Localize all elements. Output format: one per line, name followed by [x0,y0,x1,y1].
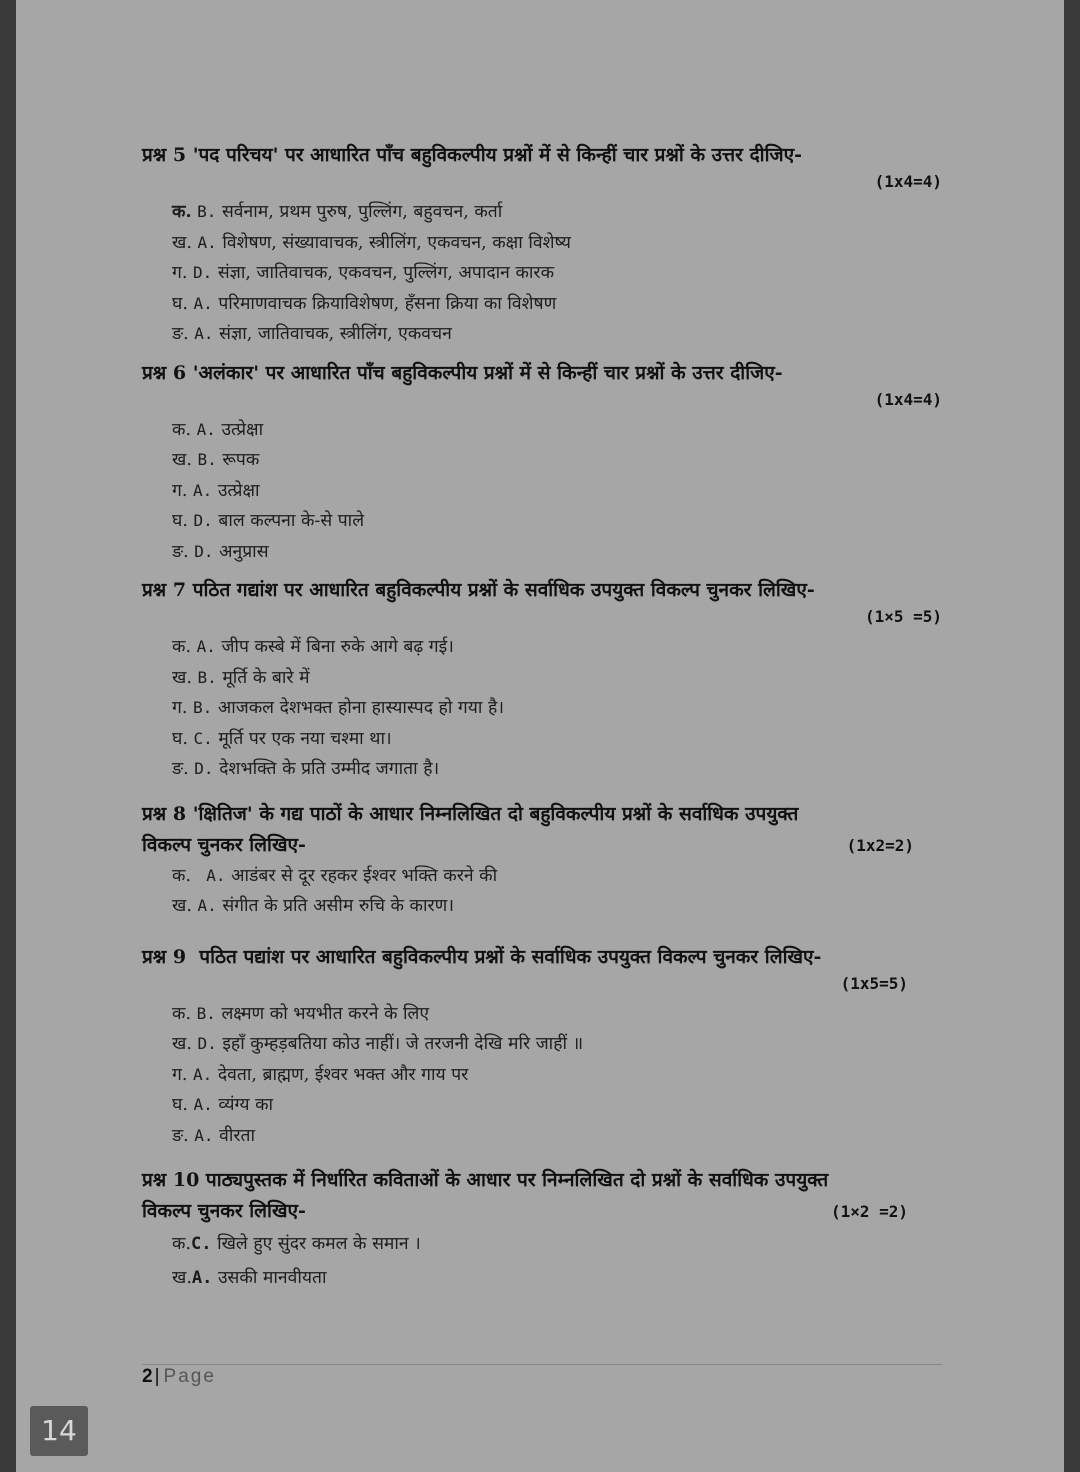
question-marks: (1x4=4) [874,389,942,409]
answer-label: ङ. [172,1125,189,1146]
answer-label: ग. [172,1064,188,1085]
answer-text: आडंबर से दूर रहकर ईश्वर भक्ति करने की [231,865,498,886]
answer-label: ङ. [172,324,189,344]
question-8 [142,799,942,922]
answer-label: क. [172,865,192,886]
answer-item [172,445,942,476]
answer-list [172,861,942,922]
answer-text: मूर्ति पर एक नया चश्मा था। [218,728,392,749]
answer-key: B. [197,450,217,469]
answer-text: संज्ञा, जातिवाचक, स्त्रीलिंग, एकवचन [219,324,452,344]
question-7 [142,575,942,785]
question-heading: प्रश्न 5 'पद परिचय' पर आधारित पाँच बहुविकल्पीय प्रश्नों में से किन्हीं चार प्रश्नों के उत्तर दीजिए- [142,144,802,166]
answer-label: ख. [172,1268,192,1288]
answer-label: घ. [172,511,188,531]
answer-label: क. [172,637,192,657]
answer-item [172,476,942,507]
answer-key: A. [191,1268,213,1288]
answer-key: A. [197,232,217,252]
answer-key: A. [196,637,216,656]
question-heading-line-2 [142,830,914,861]
answer-key: A. [194,1125,214,1145]
answer-text: रूपक [222,450,260,470]
footer-separator: | [154,1366,160,1387]
question-marks: (1×5 =5) [864,607,942,626]
answer-key: A. [193,1064,213,1084]
answer-label: ग. [172,263,188,283]
answer-list [172,415,942,568]
question-marks: (1×2 =2) [830,1202,908,1221]
footer-divider [142,1364,942,1365]
answer-label: ग. [172,480,188,501]
answer-text: देशभक्ति के प्रति उम्मीद जगाता है। [219,759,440,779]
question-heading-line-1: प्रश्न 8 'क्षितिज' के गद्य पाठों के आधार निम्नलिखित दो बहुविकल्पीय प्रश्नों के सर्वाधिक उपयुक्त [142,802,799,825]
answer-text: लक्ष्मण को भयभीत करने के लिए [221,1003,430,1024]
answer-item [172,415,942,446]
answer-item [172,319,942,350]
answer-key: B. [196,1003,216,1023]
footer-page-number: 2 [142,1366,153,1387]
page-footer [142,1366,216,1388]
question-marks: (1x5=5) [840,973,908,993]
answer-text: परिमाणवाचक क्रियाविशेषण, हँसना क्रिया का विशेषण [218,293,557,314]
answer-list [172,1227,942,1295]
question-heading-text: विकल्प चुनकर लिखिए- [142,833,306,856]
answer-label: ख. [172,450,192,470]
answer-key: A. [193,1095,213,1114]
answer-list [172,632,942,785]
answer-text: वीरता [219,1125,256,1146]
answer-key: D. [194,759,214,778]
answer-text: अनुप्रास [219,541,269,562]
answer-item [172,891,942,922]
answer-label: ग. [172,698,188,718]
answer-text: व्यंग्य का [218,1095,274,1115]
answer-item [172,258,942,289]
question-6 [142,358,942,568]
answer-label: घ. [172,293,188,314]
answer-label: क. [172,1003,192,1024]
answer-list [172,999,942,1152]
answer-text: आजकल देशभक्त होना हास्यास्पद हो गया है। [217,698,504,718]
page-indicator-badge: 14 [30,1406,88,1456]
answer-label: घ. [172,1095,188,1115]
answer-text: मूर्ति के बारे में [222,667,310,688]
answer-label: ङ. [172,541,189,562]
answer-item [172,1121,942,1152]
answer-item [172,999,942,1030]
question-heading: प्रश्न 9 पठित पद्यांश पर आधारित बहुविकल्पीय प्रश्नों के सर्वाधिक उपयुक्त विकल्प चुनकर लिखिए- [142,945,822,968]
answer-text: जीप कस्बे में बिना रुके आगे बढ़ गई। [221,637,454,657]
answer-key: C. [191,1234,212,1254]
answer-key: B. [197,202,217,221]
answer-text: सर्वनाम, प्रथम पुरुष, पुल्लिंग, बहुवचन, कर्ता [221,202,503,222]
question-heading: प्रश्न 7 पठित गद्यांश पर आधारित बहुविकल्पीय प्रश्नों के सर्वाधिक उपयुक्त विकल्प चुनकर लिखिए- [142,579,815,601]
answer-key: A. [196,865,226,885]
answer-item [172,632,942,663]
answer-item [172,1029,942,1060]
answer-text: विशेषण, संख्यावाचक, स्त्रीलिंग, एकवचन, कक्षा विशेष्य [222,232,571,253]
answer-label: क. [172,419,192,440]
question-5 [142,140,942,350]
question-heading-line-2 [142,1196,908,1227]
answer-item [172,537,942,568]
answer-item [172,289,942,320]
answer-text: संज्ञा, जातिवाचक, एकवचन, पुल्लिंग, अपादान कारक [217,263,555,283]
answer-text: उत्प्रेक्षा [217,480,260,501]
answer-key: A. [197,896,217,915]
answer-label: ख. [172,232,192,253]
answer-key: D. [194,541,214,561]
answer-key: D. [197,1034,217,1053]
answer-label: ख. [172,896,192,916]
answer-label: ङ. [172,759,189,779]
answer-key: D. [193,263,213,282]
answer-item [172,663,942,694]
answer-item [172,1060,942,1091]
answer-item [172,1261,942,1295]
answer-item [172,724,942,755]
answer-item [172,1227,942,1261]
answer-label: ख. [172,667,192,688]
question-marks: (1x2=2) [846,835,914,855]
answer-text: देवता, ब्राह्मण, ईश्वर भक्त और गाय पर [217,1064,469,1085]
footer-page-word: Page [163,1366,216,1387]
answer-key: B. [197,667,217,687]
question-marks: (1x4=4) [874,172,942,191]
answer-list [172,197,942,350]
answer-item [172,197,942,228]
question-heading: प्रश्न 6 'अलंकार' पर आधारित पाँच बहुविकल्पीय प्रश्नों में से किन्हीं चार प्रश्नों के उत्तर दीजिए- [142,361,783,384]
question-heading-text: विकल्प चुनकर लिखिए- [142,1200,306,1222]
answer-item [172,1090,942,1121]
answer-key: B. [193,698,213,717]
question-10 [142,1165,942,1295]
answer-text: बाल कल्पना के-से पाले [218,511,365,531]
answer-text: खिले हुए सुंदर कमल के समान । [217,1234,421,1254]
answer-item [172,861,942,892]
answer-key: A. [194,324,214,343]
answer-text: उसकी मानवीयता [217,1268,327,1288]
question-heading-line-1: प्रश्न 10 पाठ्यपुस्तक में निर्धारित कविताओं के आधार पर निम्नलिखित दो प्रश्नों के सर्वाधिक उपयुक्त [142,1169,829,1191]
answer-text: संगीत के प्रति असीम रुचि के कारण। [222,896,454,916]
answer-text: इहाँ कुम्हड़बतिया कोउ नाहीं। जे तरजनी देखि मरि जाहीं ॥ [222,1034,584,1054]
answer-key: C. [193,728,213,748]
answer-item [172,754,942,785]
answer-label: घ. [172,728,188,749]
answer-label: क. [172,202,192,222]
answer-key: A. [193,480,213,500]
question-9 [142,942,942,1152]
answer-key: A. [193,293,213,313]
document-content [142,140,942,1303]
answer-key: A. [196,419,216,439]
answer-text: उत्प्रेक्षा [221,419,264,440]
answer-key: D. [193,511,213,530]
answer-label: ख. [172,1034,192,1054]
answer-item [172,228,942,259]
answer-item [172,506,942,537]
document-page [16,0,1064,1472]
answer-item [172,693,942,724]
answer-label: क. [172,1234,192,1254]
